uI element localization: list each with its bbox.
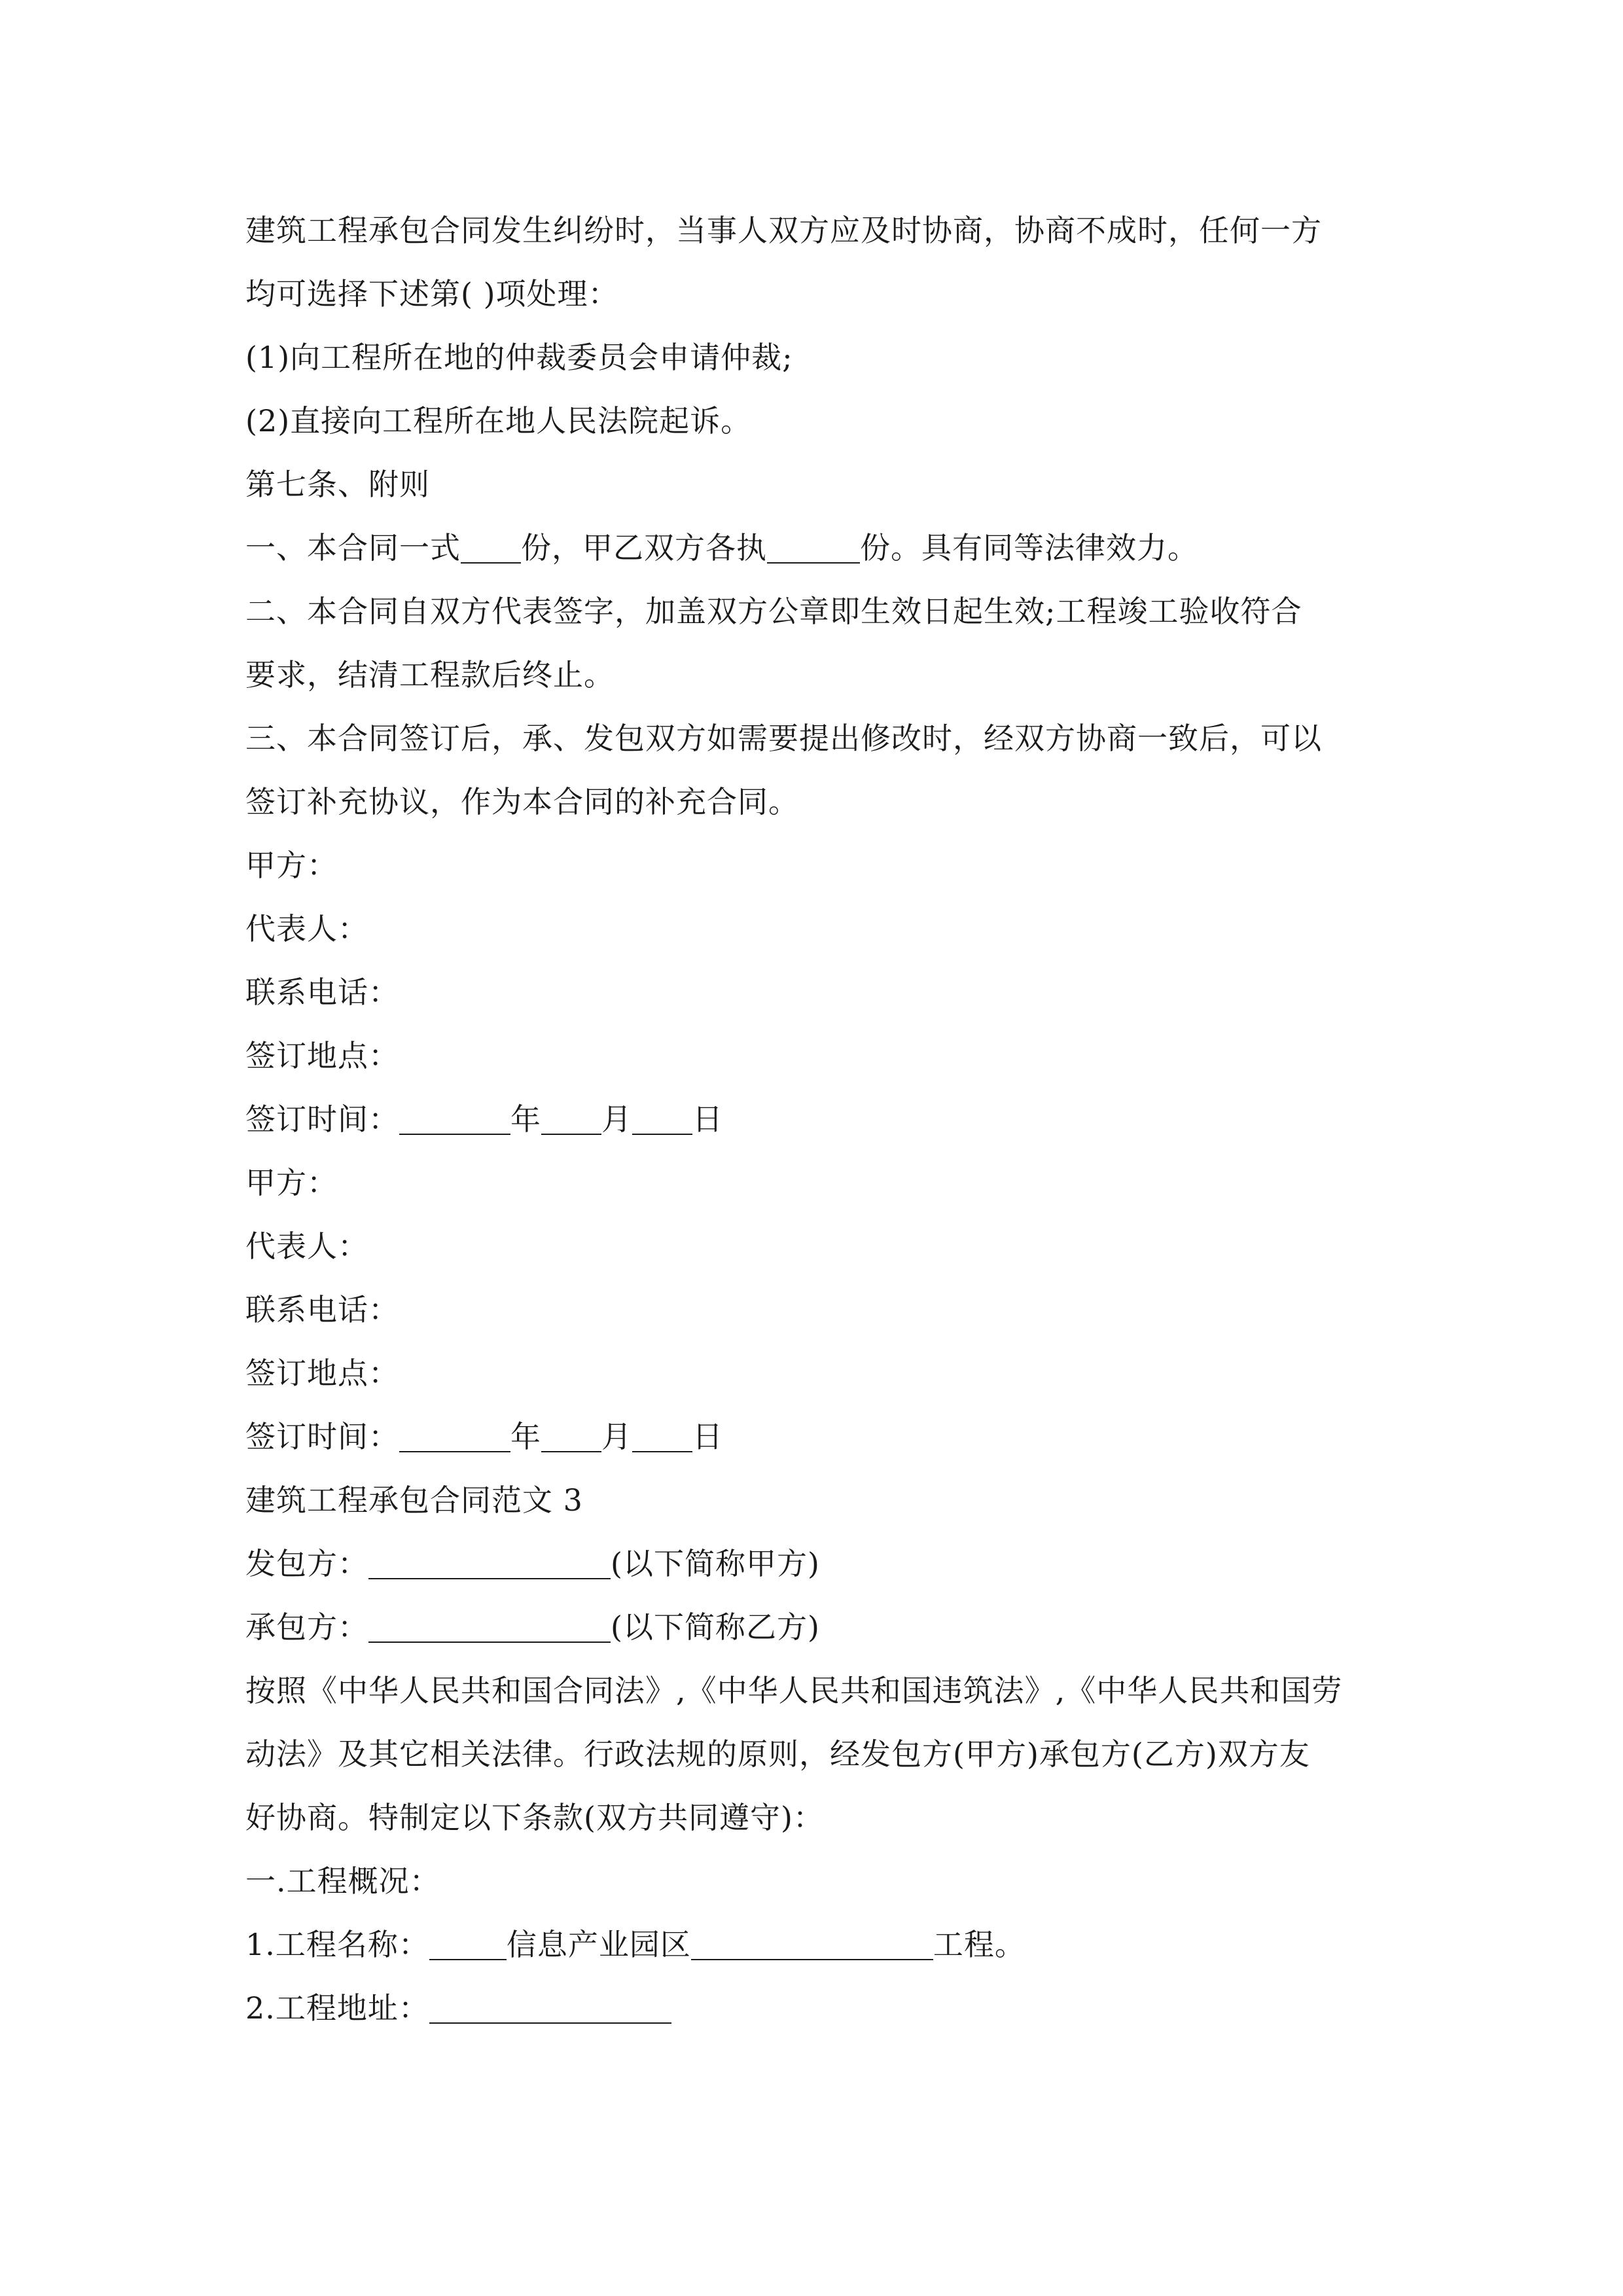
paragraph-line: 均可选择下述第( )项处理： — [245, 276, 619, 312]
blank-month — [541, 1100, 601, 1135]
blank-day — [632, 1417, 692, 1452]
contractor-suffix: (以下简称乙方) — [611, 1609, 820, 1645]
phone-label: 联系电话： — [245, 975, 399, 1010]
project-address-label: 2.工程地址： — [245, 1990, 429, 2026]
clause-copies — [245, 516, 1384, 580]
blank-field — [429, 1925, 507, 1960]
blank-field — [691, 1925, 933, 1960]
paragraph-line: 建筑工程承包合同发生纠纷时，当事人双方应及时协商，协商不成时，任何一方 — [245, 213, 1322, 248]
signing-place-label: 签订地点： — [245, 1038, 399, 1073]
month-label: 月 — [601, 1419, 632, 1454]
blank-month — [541, 1417, 601, 1452]
representative-label: 代表人： — [245, 911, 368, 946]
party-label: 甲方： — [245, 1165, 338, 1200]
day-label: 日 — [692, 1419, 723, 1454]
signing-time-label: 签订时间： — [245, 1419, 399, 1454]
paragraph-line: 二、本合同自双方代表签字，加盖双方公章即生效日起生效;工程竣工验收符合 — [245, 594, 1302, 629]
paragraph-line: 要求，结清工程款后终止。 — [245, 657, 615, 692]
signing-time-line — [245, 1405, 1384, 1469]
blank-address — [429, 1988, 671, 2024]
blank-contractor — [368, 1607, 611, 1643]
blank-year — [399, 1417, 510, 1452]
year-label: 年 — [510, 1102, 541, 1137]
contract-text — [245, 199, 1384, 2040]
contractor-label: 承包方： — [245, 1609, 368, 1645]
paragraph-line: 按照《中华人民共和国合同法》,《中华人民共和国违筑法》,《中华人民共和国劳 — [245, 1673, 1343, 1708]
project-name-suffix: 工程。 — [933, 1927, 1026, 1962]
blank-year — [399, 1100, 510, 1135]
party-label: 甲方： — [245, 848, 338, 883]
article-heading: 第七条、附则 — [245, 467, 430, 502]
contractor-line — [245, 1596, 1384, 1659]
paragraph-line: 三、本合同签订后，承、发包双方如需要提出修改时，经双方协商一致后，可以 — [245, 721, 1322, 756]
blank-day — [632, 1100, 692, 1135]
signing-place-label: 签订地点： — [245, 1355, 399, 1391]
option-1: (1)向工程所在地的仲裁委员会申请仲裁; — [245, 340, 793, 375]
paragraph-line: 签订补充协议，作为本合同的补充合同。 — [245, 784, 799, 819]
blank-employer — [368, 1544, 611, 1579]
clause-text: 一、本合同一式 — [245, 530, 461, 565]
blank-field — [461, 528, 521, 564]
signing-time-line — [245, 1088, 1384, 1151]
phone-label: 联系电话： — [245, 1292, 399, 1327]
clause-text: 份。具有同等法律效力。 — [860, 530, 1198, 565]
employer-suffix: (以下简称甲方) — [611, 1546, 820, 1581]
project-address-line — [245, 1977, 1384, 2040]
project-name-line — [245, 1913, 1384, 1977]
section-heading: 建筑工程承包合同范文 3 — [245, 1482, 583, 1518]
section-heading: 一.工程概况： — [245, 1863, 440, 1899]
representative-label: 代表人： — [245, 1229, 368, 1264]
employer-line — [245, 1532, 1384, 1596]
month-label: 月 — [601, 1102, 632, 1137]
paragraph-line: 动法》及其它相关法律。行政法规的原则，经发包方(甲方)承包方(乙方)双方友 — [245, 1736, 1310, 1772]
project-name-value: 信息产业园区 — [506, 1927, 691, 1962]
project-name-label: 1.工程名称： — [245, 1927, 429, 1962]
paragraph-line: 好协商。特制定以下条款(双方共同遵守)： — [245, 1800, 824, 1835]
signing-time-label: 签订时间： — [245, 1102, 399, 1137]
day-label: 日 — [692, 1102, 723, 1137]
clause-text: 份，甲乙双方各执 — [521, 530, 767, 565]
employer-label: 发包方： — [245, 1546, 368, 1581]
blank-field — [767, 528, 860, 564]
option-2: (2)直接向工程所在地人民法院起诉。 — [245, 403, 752, 439]
year-label: 年 — [510, 1419, 541, 1454]
